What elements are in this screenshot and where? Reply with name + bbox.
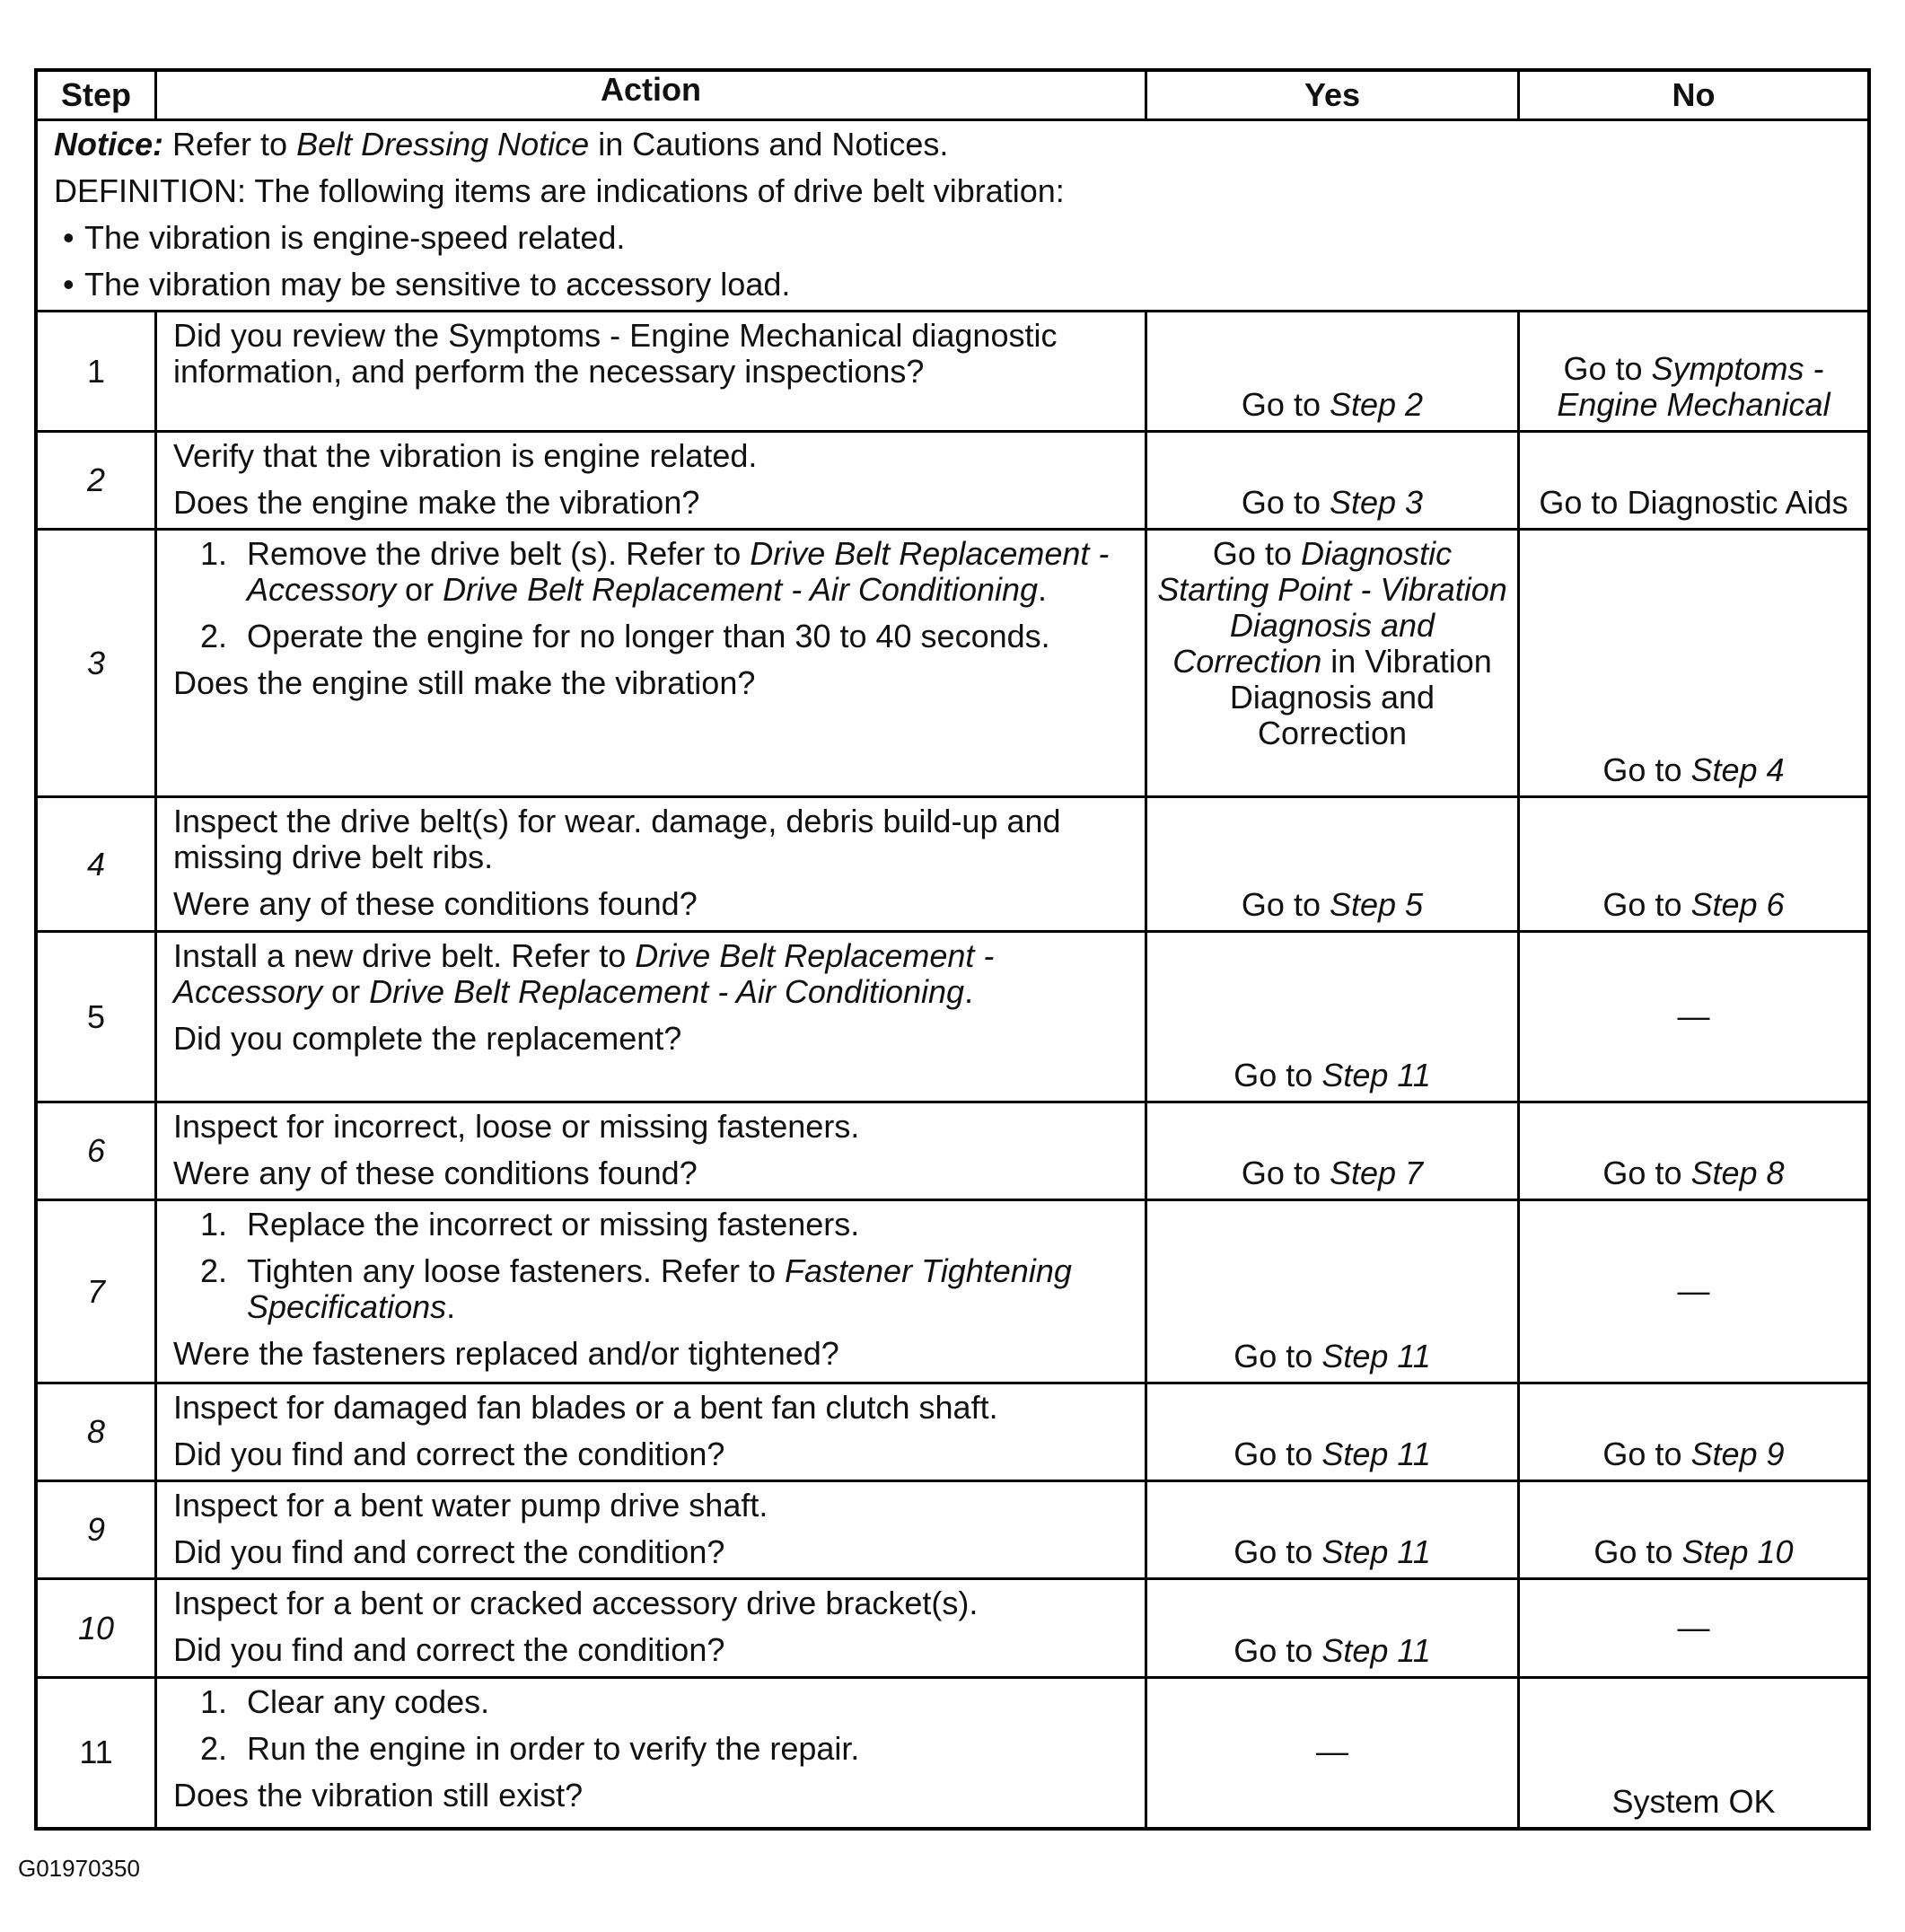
step-number: 4 bbox=[36, 797, 156, 932]
yes-step-link[interactable]: Step 5 bbox=[1329, 886, 1424, 923]
notice-row bbox=[36, 120, 1869, 312]
yes-cell bbox=[1146, 797, 1519, 932]
item-number: 1. bbox=[200, 535, 228, 572]
action-text bbox=[173, 938, 1132, 1010]
yes-pre: Go to bbox=[1241, 1155, 1330, 1191]
bullet-text: The vibration is engine-speed related. bbox=[84, 219, 626, 256]
yes-cell bbox=[1146, 312, 1519, 432]
yes-cell bbox=[1146, 1102, 1519, 1200]
item-text: Clear any codes. bbox=[247, 1683, 490, 1720]
action-text: Inspect for incorrect, loose or missing fasteners. bbox=[173, 1108, 860, 1145]
action-cell bbox=[156, 530, 1146, 797]
item-text: Remove the drive belt (s). Refer to bbox=[247, 535, 751, 572]
action-cell bbox=[156, 312, 1146, 432]
item-number: 1. bbox=[200, 1683, 228, 1720]
numbered-item bbox=[173, 619, 1132, 654]
yes-ref-link[interactable]: Diagnostic Starting Point - Vibration Diagnosis and Correction bbox=[1157, 535, 1507, 680]
step-row bbox=[36, 1102, 1869, 1200]
step-row bbox=[36, 797, 1869, 932]
action-cell bbox=[156, 432, 1146, 530]
yes-cell bbox=[1146, 1481, 1519, 1579]
action-question: Does the engine make the vibration? bbox=[173, 484, 700, 521]
notice-pre: Refer to bbox=[163, 126, 297, 162]
definition-bullet bbox=[54, 267, 1853, 303]
no-pre: Go to bbox=[1593, 1533, 1682, 1570]
action-text: Did you review the Symptoms - Engine Mechanical diagnostic information, and perform the necessary inspections? bbox=[173, 317, 1058, 390]
action-cell bbox=[156, 1200, 1146, 1383]
step-number: 11 bbox=[36, 1678, 156, 1829]
yes-cell bbox=[1146, 530, 1519, 797]
yes-step-link[interactable]: Step 11 bbox=[1321, 1533, 1431, 1570]
yes-step-link[interactable]: Step 7 bbox=[1329, 1155, 1424, 1191]
no-pre: Go to bbox=[1602, 751, 1691, 788]
action-question: Did you complete the replacement? bbox=[173, 1020, 682, 1057]
yes-step-link[interactable]: Step 11 bbox=[1321, 1338, 1431, 1374]
step-number: 2 bbox=[36, 432, 156, 530]
yes-cell bbox=[1146, 1200, 1519, 1383]
action-cell bbox=[156, 1481, 1146, 1579]
definition-line: DEFINITION: The following items are indications of drive belt vibration: bbox=[54, 172, 1065, 209]
item-text: or bbox=[396, 571, 443, 608]
no-pre: Go to bbox=[1563, 350, 1652, 387]
action-question: Did you find and correct the condition? bbox=[173, 1436, 725, 1472]
figure-id: G01970350 bbox=[18, 1855, 140, 1882]
action-text-part: or bbox=[322, 973, 370, 1010]
step-row bbox=[36, 1678, 1869, 1829]
item-ref: Drive Belt Replacement - Accessory bbox=[247, 535, 1110, 608]
no-pre: Go to bbox=[1602, 1436, 1691, 1472]
no-cell: — bbox=[1519, 1200, 1870, 1383]
numbered-item bbox=[173, 1684, 1132, 1720]
yes-cell bbox=[1146, 1579, 1519, 1678]
yes-cell bbox=[1146, 1383, 1519, 1481]
no-cell bbox=[1519, 530, 1870, 797]
no-cell: — bbox=[1519, 932, 1870, 1102]
item-text: Replace the incorrect or missing fasteners. bbox=[247, 1206, 860, 1243]
action-question: Does the vibration still exist? bbox=[173, 1777, 584, 1813]
action-question: Did you find and correct the condition? bbox=[173, 1631, 725, 1668]
header-yes: Yes bbox=[1146, 70, 1519, 120]
action-text-part: . bbox=[964, 973, 974, 1010]
step-number: 1 bbox=[36, 312, 156, 432]
bullet-icon: • bbox=[63, 219, 75, 256]
action-cell bbox=[156, 1678, 1146, 1829]
no-pre: Go to bbox=[1602, 1155, 1691, 1191]
no-cell bbox=[1519, 432, 1870, 530]
action-cell bbox=[156, 1579, 1146, 1678]
no-cell: — bbox=[1519, 1579, 1870, 1678]
action-question: Were the fasteners replaced and/or tightened? bbox=[173, 1335, 839, 1372]
action-cell bbox=[156, 932, 1146, 1102]
no-step-link[interactable]: Step 8 bbox=[1690, 1155, 1785, 1191]
step-number: 6 bbox=[36, 1102, 156, 1200]
yes-step-link[interactable]: Step 3 bbox=[1329, 484, 1424, 521]
no-pre: Go to bbox=[1602, 886, 1691, 923]
action-ref: Drive Belt Replacement - Accessory bbox=[173, 937, 995, 1010]
action-text-part: Install a new drive belt. Refer to bbox=[173, 937, 636, 974]
yes-pre: Go to bbox=[1241, 386, 1330, 423]
step-row bbox=[36, 1200, 1869, 1383]
step-row bbox=[36, 932, 1869, 1102]
no-cell: System OK bbox=[1519, 1678, 1870, 1829]
action-text: Inspect the drive belt(s) for wear. damage, debris build-up and missing drive belt ribs. bbox=[173, 803, 1061, 875]
action-ref: Drive Belt Replacement - Air Conditioning bbox=[369, 973, 965, 1010]
action-cell bbox=[156, 797, 1146, 932]
action-text: Inspect for a bent water pump drive shaft. bbox=[173, 1487, 768, 1524]
yes-cell: — bbox=[1146, 1678, 1519, 1829]
notice-cell bbox=[36, 120, 1869, 312]
step-row bbox=[36, 432, 1869, 530]
action-question: Did you find and correct the condition? bbox=[173, 1533, 725, 1570]
item-number: 2. bbox=[200, 618, 228, 654]
item-number: 1. bbox=[200, 1206, 228, 1243]
bullet-text: The vibration may be sensitive to accessory load. bbox=[84, 266, 791, 303]
item-ref: Drive Belt Replacement - Air Conditioning bbox=[443, 571, 1039, 608]
item-text: Operate the engine for no longer than 30 to 40 seconds. bbox=[247, 618, 1050, 654]
numbered-item bbox=[173, 1207, 1132, 1243]
step-row bbox=[36, 312, 1869, 432]
numbered-item bbox=[173, 1253, 1132, 1325]
step-row bbox=[36, 1579, 1869, 1678]
action-question: Were any of these conditions found? bbox=[173, 1155, 698, 1191]
item-ref: Fastener Tightening Specifications bbox=[247, 1252, 1072, 1325]
action-cell bbox=[156, 1383, 1146, 1481]
no-cell bbox=[1519, 1383, 1870, 1481]
yes-pre: Go to bbox=[1233, 1632, 1322, 1669]
no-ref-link[interactable]: Symptoms - Engine Mechanical bbox=[1557, 350, 1830, 423]
header-row bbox=[36, 70, 1869, 120]
step-number: 9 bbox=[36, 1481, 156, 1579]
notice-post: in Cautions and Notices. bbox=[589, 126, 949, 162]
item-number: 2. bbox=[200, 1730, 228, 1767]
yes-step-link[interactable]: Step 2 bbox=[1329, 386, 1424, 423]
definition-bullet bbox=[54, 220, 1853, 256]
no-step-link[interactable]: Step 10 bbox=[1681, 1533, 1794, 1570]
yes-post: in Vibration Diagnosis and Correction bbox=[1229, 643, 1492, 751]
yes-pre: Go to bbox=[1212, 535, 1301, 572]
step-row bbox=[36, 1383, 1869, 1481]
yes-pre: Go to bbox=[1233, 1057, 1322, 1093]
no-cell bbox=[1519, 797, 1870, 932]
action-question: Were any of these conditions found? bbox=[173, 885, 698, 922]
notice-label: Notice: bbox=[54, 126, 164, 162]
no-cell bbox=[1519, 1102, 1870, 1200]
step-number: 3 bbox=[36, 530, 156, 797]
yes-cell bbox=[1146, 432, 1519, 530]
action-text: Inspect for damaged fan blades or a bent fan clutch shaft. bbox=[173, 1389, 998, 1426]
step-number: 5 bbox=[36, 932, 156, 1102]
header-no: No bbox=[1519, 70, 1870, 120]
diagnostic-table bbox=[34, 68, 1871, 1831]
no-cell bbox=[1519, 312, 1870, 432]
yes-step-link[interactable]: Step 11 bbox=[1321, 1436, 1431, 1472]
item-text: Run the engine in order to verify the repair. bbox=[247, 1730, 860, 1767]
no-step-link[interactable]: Step 6 bbox=[1690, 886, 1785, 923]
step-row bbox=[36, 530, 1869, 797]
item-text: . bbox=[446, 1288, 456, 1325]
action-text: Verify that the vibration is engine related. bbox=[173, 437, 758, 474]
notice-ref: Belt Dressing Notice bbox=[296, 126, 590, 162]
action-question: Does the engine still make the vibration? bbox=[173, 664, 756, 701]
yes-pre: Go to bbox=[1241, 484, 1330, 521]
item-text: . bbox=[1038, 571, 1048, 608]
yes-step-link[interactable]: Step 11 bbox=[1321, 1632, 1431, 1669]
yes-step-link[interactable]: Step 11 bbox=[1321, 1057, 1431, 1093]
step-number: 10 bbox=[36, 1579, 156, 1678]
header-step: Step bbox=[36, 70, 156, 120]
yes-pre: Go to bbox=[1233, 1338, 1322, 1374]
step-number: 8 bbox=[36, 1383, 156, 1481]
item-text: Tighten any loose fasteners. Refer to bbox=[247, 1252, 785, 1289]
notice-line bbox=[54, 127, 1853, 162]
no-cell bbox=[1519, 1481, 1870, 1579]
no-step-link[interactable]: Step 4 bbox=[1690, 751, 1785, 788]
yes-pre: Go to bbox=[1233, 1533, 1322, 1570]
action-text: Inspect for a bent or cracked accessory drive bracket(s). bbox=[173, 1585, 979, 1621]
no-text-link[interactable]: Go to Diagnostic Aids bbox=[1539, 484, 1848, 521]
numbered-item bbox=[173, 536, 1132, 608]
bullet-icon: • bbox=[63, 266, 75, 303]
yes-pre: Go to bbox=[1233, 1436, 1322, 1472]
step-number: 7 bbox=[36, 1200, 156, 1383]
step-row bbox=[36, 1481, 1869, 1579]
action-cell bbox=[156, 1102, 1146, 1200]
yes-cell bbox=[1146, 932, 1519, 1102]
yes-pre: Go to bbox=[1241, 886, 1330, 923]
item-number: 2. bbox=[200, 1252, 228, 1289]
header-action: Action bbox=[156, 70, 1146, 120]
no-step-link[interactable]: Step 9 bbox=[1690, 1436, 1785, 1472]
numbered-item bbox=[173, 1731, 1132, 1767]
